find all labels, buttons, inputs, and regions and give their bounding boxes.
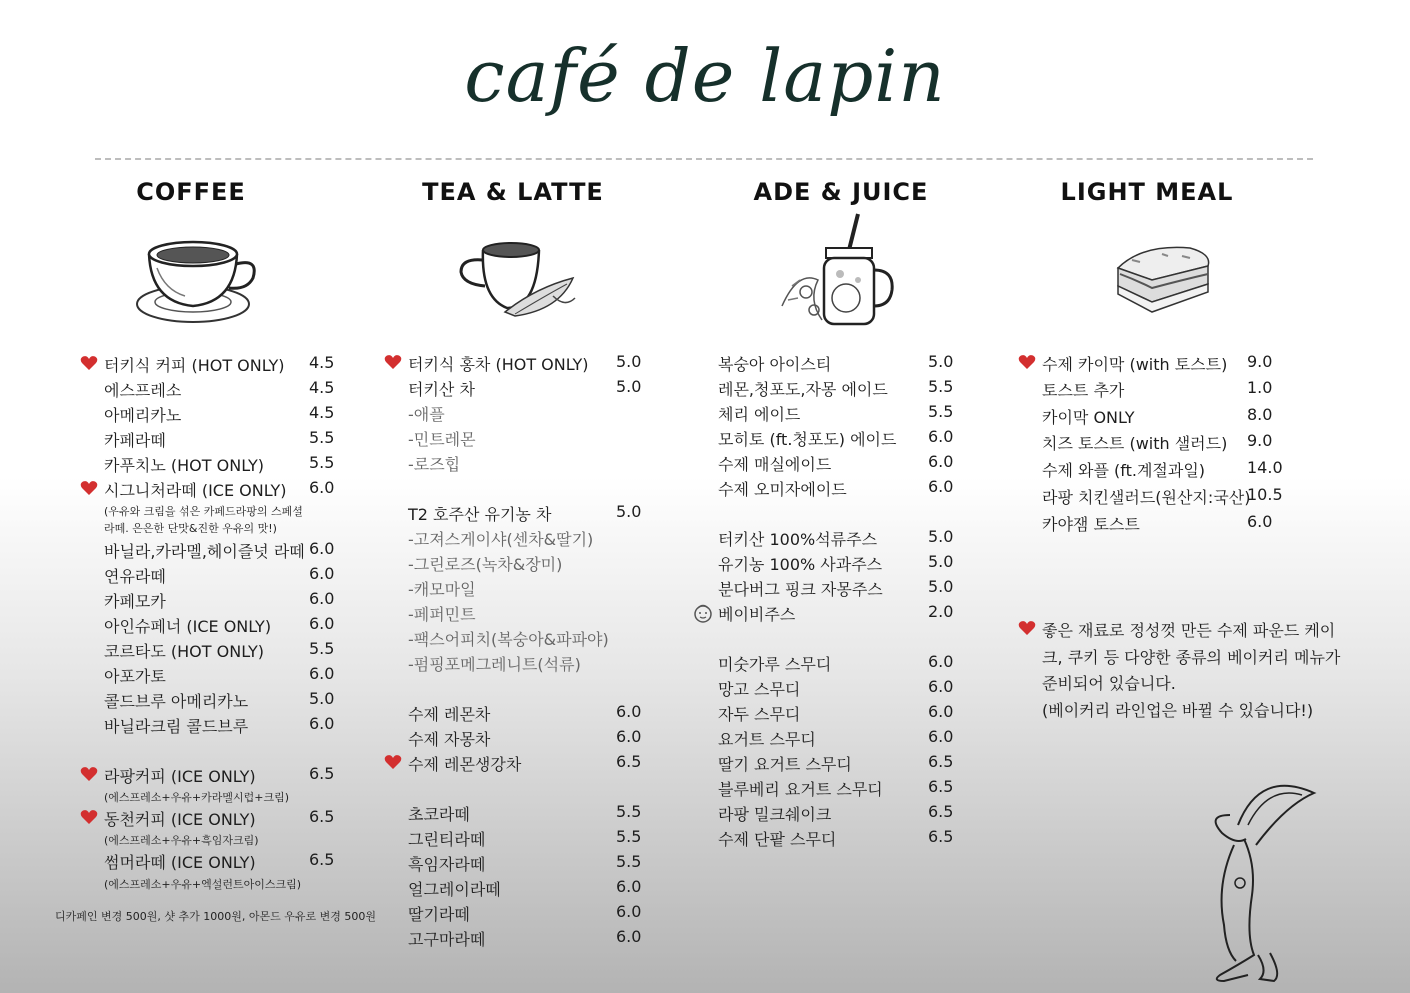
menu-item-price: 6.5 (616, 752, 642, 771)
menu-item-name: 고구마라떼 (408, 930, 486, 949)
lapang-coffee-description: (에스프레소+우유+카라멜시럽+크림) (104, 791, 289, 804)
menu-item-price: 6.0 (309, 664, 335, 683)
heart-icon (80, 355, 98, 371)
menu-item-name: 아메리카노 (104, 406, 182, 425)
menu-item-price: 6.0 (309, 714, 335, 733)
ade-juice-heading: ADE & JUICE (753, 178, 929, 206)
menu-item-price: 14.0 (1247, 458, 1283, 477)
ade-menu-item (718, 402, 978, 427)
menu-item-price: 6.0 (928, 452, 954, 471)
coffee-menu-item (104, 614, 359, 639)
tea-menu-item (408, 502, 666, 527)
ade-menu-item (718, 727, 978, 752)
ade-menu-item (718, 602, 978, 627)
tea-menu-item (408, 602, 666, 627)
menu-item-name: -그린로즈(녹차&장미) (408, 555, 563, 574)
menu-item-name: 레몬,청포도,자몽 에이드 (718, 380, 888, 399)
menu-item-price: 2.0 (928, 602, 954, 621)
menu-item-name: -페퍼민트 (408, 605, 476, 624)
menu-item-price: 6.5 (928, 777, 954, 796)
menu-item-name: 수제 매실에이드 (718, 455, 832, 474)
menu-item-name: 동천커피 (ICE ONLY) (104, 810, 256, 829)
meal-menu-item (1042, 485, 1297, 510)
ade-menu-item (718, 527, 978, 552)
coffee-menu-item (104, 764, 359, 789)
heart-icon (1018, 354, 1036, 370)
menu-item-name: 수제 오미자에이드 (718, 480, 847, 499)
menu-item-price: 5.5 (309, 639, 335, 658)
menu-item-name: 카이막 ONLY (1042, 408, 1135, 427)
tea-latte-heading: TEA & LATTE (422, 178, 604, 206)
menu-item-price: 6.0 (1247, 512, 1273, 531)
bakery-note-line-3: 준비되어 있습니다. (1042, 674, 1176, 693)
menu-item-price: 6.0 (928, 702, 954, 721)
signature-latte-description-2: 라떼. 은은한 단맛&진한 우유의 맛!) (104, 522, 277, 535)
menu-item-name: 자두 스무디 (718, 705, 801, 724)
menu-item-price: 5.5 (309, 453, 335, 472)
coffee-menu-item (104, 428, 359, 453)
tea-menu-item (408, 702, 666, 727)
menu-item-price: 6.5 (309, 807, 335, 826)
menu-item-name: 라팡 치킨샐러드(원산지:국산) (1042, 488, 1251, 507)
tea-menu-item (408, 902, 666, 927)
coffee-menu-item (104, 639, 359, 664)
menu-item-name: 유기농 100% 사과주스 (718, 555, 883, 574)
heart-icon (384, 354, 402, 370)
menu-item-price: 5.0 (616, 502, 642, 521)
menu-item-name: 연유라떼 (104, 567, 166, 586)
heart-icon (80, 766, 98, 782)
menu-item-name: 터키식 커피 (HOT ONLY) (104, 356, 285, 375)
tea-menu-item (408, 402, 666, 427)
summer-latte-description: (에스프레소+우유+엑설런트아이스크림) (104, 878, 302, 891)
menu-item-name: 아포가토 (104, 667, 166, 686)
ade-menu-item (718, 377, 978, 402)
tea-menu-item (408, 427, 666, 452)
tea-menu-item (408, 652, 666, 677)
tea-menu-item (408, 827, 666, 852)
menu-item-price: 6.0 (928, 477, 954, 496)
menu-item-price: 5.0 (928, 527, 954, 546)
menu-item-price: 4.5 (309, 378, 335, 397)
tea-menu-item (408, 852, 666, 877)
menu-item-price: 6.0 (309, 589, 335, 608)
menu-item-name: 복숭아 아이스티 (718, 355, 832, 374)
coffee-menu-item (104, 403, 359, 428)
menu-item-name: 수제 단팥 스무디 (718, 830, 837, 849)
menu-item-price: 4.5 (309, 403, 335, 422)
menu-item-price: 5.0 (616, 352, 642, 371)
bakery-note-line-4: (베이커리 라인업은 바뀔 수 있습니다!) (1042, 701, 1314, 720)
juice-jar-icon (778, 210, 898, 330)
menu-item-name: 콜드브루 아메리카노 (104, 692, 249, 711)
menu-item-name: 수제 레몬생강차 (408, 755, 522, 774)
menu-item-price: 6.0 (928, 727, 954, 746)
coffee-menu-item (104, 378, 359, 403)
meal-menu-item (1042, 458, 1297, 483)
menu-item-price: 5.0 (928, 577, 954, 596)
menu-item-price: 6.0 (309, 478, 335, 497)
menu-item-name: 요거트 스무디 (718, 730, 816, 749)
tea-cup-icon (455, 238, 580, 323)
coffee-cup-icon (135, 232, 260, 327)
menu-item-name: 치즈 토스트 (with 샐러드) (1042, 434, 1228, 453)
menu-item-name: -애플 (408, 405, 445, 424)
meal-menu-item (1042, 431, 1297, 456)
menu-item-price: 6.0 (616, 727, 642, 746)
heart-icon (384, 754, 402, 770)
menu-item-price: 6.0 (616, 877, 642, 896)
menu-item-price: 6.0 (309, 614, 335, 633)
menu-item-name: 분다버그 핑크 자몽주스 (718, 580, 883, 599)
menu-item-name: 아인슈페너 (ICE ONLY) (104, 617, 272, 636)
coffee-menu-item (104, 564, 359, 589)
menu-item-price: 8.0 (1247, 405, 1273, 424)
coffee-menu-item (104, 714, 359, 739)
menu-item-price: 6.5 (928, 752, 954, 771)
menu-item-name: 터키산 차 (408, 380, 475, 399)
menu-item-price: 5.0 (309, 689, 335, 708)
tea-menu-item (408, 552, 666, 577)
sandwich-icon (1112, 240, 1217, 318)
ade-menu-item (718, 802, 978, 827)
menu-item-name: 수제 자몽차 (408, 730, 491, 749)
menu-item-name: 그린티라떼 (408, 830, 486, 849)
tea-menu-item (408, 877, 666, 902)
menu-item-price: 5.0 (928, 552, 954, 571)
menu-item-name: 라팡 밀크쉐이크 (718, 805, 832, 824)
menu-item-price: 6.0 (928, 652, 954, 671)
tea-menu-item (408, 727, 666, 752)
menu-item-price: 6.0 (309, 564, 335, 583)
menu-item-name: 터키산 100%석류주스 (718, 530, 878, 549)
tea-menu-item (408, 627, 666, 652)
meal-menu-item (1042, 352, 1297, 377)
menu-item-price: 6.0 (928, 427, 954, 446)
menu-item-name: 미숫가루 스무디 (718, 655, 832, 674)
menu-item-price: 6.0 (616, 902, 642, 921)
menu-item-price: 10.5 (1247, 485, 1283, 504)
menu-item-price: 5.0 (928, 352, 954, 371)
signature-latte-description: (우유와 크림을 섞은 카페드라팡의 스페셜 (104, 505, 303, 518)
menu-item-name: 시그니처라떼 (ICE ONLY) (104, 481, 287, 500)
coffee-options-note: 디카페인 변경 500원, 샷 추가 1000원, 아몬드 우유로 변경 500원 (55, 910, 376, 923)
meal-menu-item (1042, 405, 1297, 430)
menu-item-name: 코르타도 (HOT ONLY) (104, 642, 265, 661)
menu-item-name: 썸머라떼 (ICE ONLY) (104, 853, 256, 872)
menu-item-name: 수제 레몬차 (408, 705, 491, 724)
menu-item-price: 5.5 (616, 852, 642, 871)
ade-menu-item (718, 452, 978, 477)
tea-menu-item (408, 452, 666, 477)
baby-face-icon (692, 602, 714, 628)
ade-menu-item (718, 702, 978, 727)
menu-item-name: 얼그레이라떼 (408, 880, 501, 899)
menu-item-name: 바닐라,카라멜,헤이즐넛 라떼 (104, 542, 305, 561)
heart-icon (1018, 620, 1036, 636)
tea-menu-item (408, 752, 666, 777)
ade-menu-item (718, 777, 978, 802)
coffee-menu-item (104, 664, 359, 689)
bakery-note-line-1: 좋은 재료로 정성껏 만든 수제 파운드 케이 (1042, 621, 1336, 640)
tea-menu-item (408, 527, 666, 552)
coffee-menu-item (104, 589, 359, 614)
menu-item-price: 5.5 (309, 428, 335, 447)
coffee-menu-item (104, 353, 359, 378)
menu-item-price: 6.5 (309, 764, 335, 783)
ade-menu-item (718, 477, 978, 502)
menu-item-price: 6.5 (928, 827, 954, 846)
menu-item-name: 망고 스무디 (718, 680, 801, 699)
menu-item-name: 초코라떼 (408, 805, 470, 824)
menu-item-price: 9.0 (1247, 431, 1273, 450)
menu-item-price: 5.5 (616, 827, 642, 846)
menu-item-price: 9.0 (1247, 352, 1273, 371)
coffee-menu-item (104, 453, 359, 478)
menu-item-price: 6.5 (309, 850, 335, 869)
coffee-menu-item (104, 689, 359, 714)
ade-menu-item (718, 752, 978, 777)
menu-item-name: 딸기 요거트 스무디 (718, 755, 852, 774)
menu-item-name: 카야잼 토스트 (1042, 515, 1140, 534)
menu-item-price: 6.5 (928, 802, 954, 821)
menu-item-name: 블루베리 요거트 스무디 (718, 780, 883, 799)
tea-menu-item (408, 802, 666, 827)
bakery-note-line-2: 크, 쿠키 등 다양한 종류의 베이커리 메뉴가 (1042, 648, 1341, 667)
cafe-logo-title: café de lapin (464, 34, 946, 118)
coffee-menu-item (104, 807, 359, 832)
menu-item-name: 베이비주스 (718, 605, 796, 624)
tea-menu-item (408, 577, 666, 602)
ade-menu-item (718, 352, 978, 377)
menu-item-name: 카페모카 (104, 592, 166, 611)
menu-item-name: 카페라떼 (104, 431, 166, 450)
menu-item-name: 토스트 추가 (1042, 381, 1125, 400)
menu-item-price: 5.5 (928, 377, 954, 396)
menu-item-price: 6.0 (616, 927, 642, 946)
menu-item-name: 라팡커피 (ICE ONLY) (104, 767, 256, 786)
ade-menu-item (718, 552, 978, 577)
menu-item-price: 4.5 (309, 353, 335, 372)
menu-item-price: 5.5 (928, 402, 954, 421)
menu-item-name: T2 호주산 유기농 차 (408, 505, 552, 524)
heart-icon (80, 809, 98, 825)
menu-item-name: 터키식 홍차 (HOT ONLY) (408, 355, 589, 374)
menu-item-name: 에스프레소 (104, 381, 182, 400)
heart-icon (80, 480, 98, 496)
menu-item-name: -민트레몬 (408, 430, 476, 449)
coffee-menu-item (104, 478, 359, 503)
dongcheon-coffee-description: (에스프레소+우유+흑임자크림) (104, 834, 259, 847)
menu-item-price: 1.0 (1247, 378, 1273, 397)
ade-menu-item (718, 677, 978, 702)
tea-menu-item (408, 927, 666, 952)
tea-menu-item (408, 377, 666, 402)
menu-item-name: 바닐라크림 콜드브루 (104, 717, 249, 736)
menu-item-price: 6.0 (616, 702, 642, 721)
menu-item-name: 수제 와플 (ft.계절과일) (1042, 461, 1206, 480)
rabbit-illustration (1208, 775, 1320, 985)
menu-item-price: 5.5 (616, 802, 642, 821)
coffee-menu-item (104, 539, 359, 564)
menu-item-price: 5.0 (616, 377, 642, 396)
ade-menu-item (718, 427, 978, 452)
ade-menu-item (718, 827, 978, 852)
menu-item-name: 수제 카이막 (with 토스트) (1042, 355, 1228, 374)
menu-item-name: -로즈힙 (408, 455, 461, 474)
menu-item-name: 딸기라떼 (408, 905, 470, 924)
menu-item-name: -펌핑포메그레니트(석류) (408, 655, 581, 674)
ade-menu-item (718, 577, 978, 602)
menu-item-name: 모히토 (ft.청포도) 에이드 (718, 430, 897, 449)
coffee-heading: COFFEE (136, 178, 246, 206)
light-meal-heading: LIGHT MEAL (1060, 178, 1234, 206)
menu-item-name: -캐모마일 (408, 580, 476, 599)
menu-item-name: 체리 에이드 (718, 405, 801, 424)
menu-item-name: 흑임자라떼 (408, 855, 486, 874)
meal-menu-item (1042, 512, 1297, 537)
meal-menu-item (1042, 378, 1297, 403)
menu-item-name: -고져스게이샤(센차&딸기) (408, 530, 594, 549)
dashed-divider (95, 158, 1313, 160)
menu-item-price: 6.0 (309, 539, 335, 558)
tea-menu-item (408, 352, 666, 377)
menu-item-name: 카푸치노 (HOT ONLY) (104, 456, 265, 475)
menu-item-price: 6.0 (928, 677, 954, 696)
menu-item-name: -팩스어피치(복숭아&파파야) (408, 630, 609, 649)
coffee-menu-item (104, 850, 359, 875)
ade-menu-item (718, 652, 978, 677)
